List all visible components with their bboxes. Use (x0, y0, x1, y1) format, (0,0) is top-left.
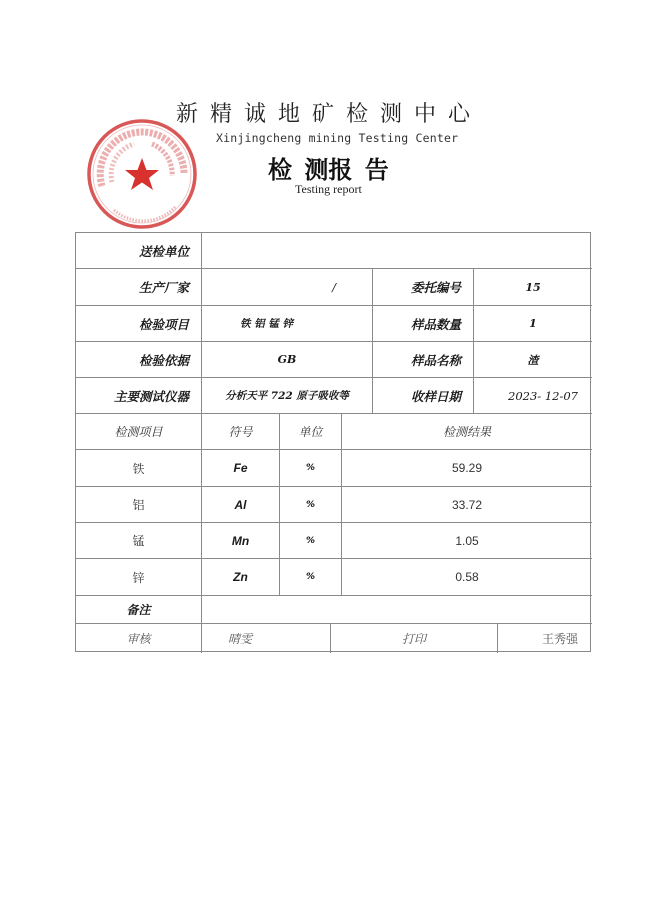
result-symbol-mn: Mn (202, 523, 280, 559)
result-item-zn: 锌 (76, 559, 202, 596)
print-value: 王秀强 (541, 632, 578, 646)
result-unit-fe: % (280, 450, 342, 487)
test-items-label: 检验项目 (76, 306, 202, 342)
submitter-value (202, 233, 592, 269)
commission-no-value: 15 (474, 269, 592, 306)
result-symbol-zn: Zn (202, 559, 280, 596)
remarks-value (202, 596, 592, 624)
result-unit-al: % (280, 487, 342, 523)
report-subtitle: Testing report (295, 182, 362, 196)
instruments-value: 分析天平 722 原子吸收等 (202, 378, 373, 414)
sample-qty-label: 样品数量 (373, 306, 474, 342)
submitter-label: 送检单位 (76, 233, 202, 269)
basis-value: GB (202, 342, 373, 378)
org-name-en: Xinjingcheng mining Testing Center (216, 131, 459, 145)
result-unit-zn: % (280, 559, 342, 596)
remarks-label: 备注 (76, 596, 202, 624)
result-unit-mn: % (280, 523, 342, 559)
manufacturer-label: 生产厂家 (76, 269, 202, 306)
result-value-zn: 0.58 (342, 559, 592, 596)
header-unit: 单位 (280, 414, 342, 450)
sample-name-label: 样品名称 (373, 342, 474, 378)
sample-name-value: 渣 (474, 342, 592, 378)
basis-label: 检验依据 (76, 342, 202, 378)
org-name-cn: 新精诚地矿检测中心 (176, 102, 483, 127)
receive-date-label: 收样日期 (373, 378, 474, 414)
result-value-al: 33.72 (342, 487, 592, 523)
instruments-label: 主要测试仪器 (76, 378, 202, 414)
header-result: 检测结果 (342, 414, 592, 450)
result-item-al: 铝 (76, 487, 202, 523)
header-symbol: 符号 (202, 414, 280, 450)
result-value-fe: 59.29 (342, 450, 592, 487)
result-item-fe: 铁 (76, 450, 202, 487)
manufacturer-value: / (202, 269, 373, 306)
test-report-table (75, 232, 591, 652)
result-symbol-al: Al (202, 487, 280, 523)
test-items-value: 铁 铝 锰 锌 (202, 306, 373, 342)
header-test-item: 检测项目 (76, 414, 202, 450)
print-label: 打印 (331, 624, 498, 653)
review-label: 审核 (76, 624, 202, 653)
result-symbol-fe: Fe (202, 450, 280, 487)
sample-qty-value: 1 (474, 306, 592, 342)
result-value-mn: 1.05 (342, 523, 592, 559)
receive-date-value: 2023- 12-07 (474, 378, 592, 414)
review-value: 晴雯 (202, 624, 331, 653)
report-title: 检 测报 告 (268, 156, 389, 184)
result-item-mn: 锰 (76, 523, 202, 559)
commission-no-label: 委托编号 (373, 269, 474, 306)
official-seal-icon (86, 118, 198, 230)
